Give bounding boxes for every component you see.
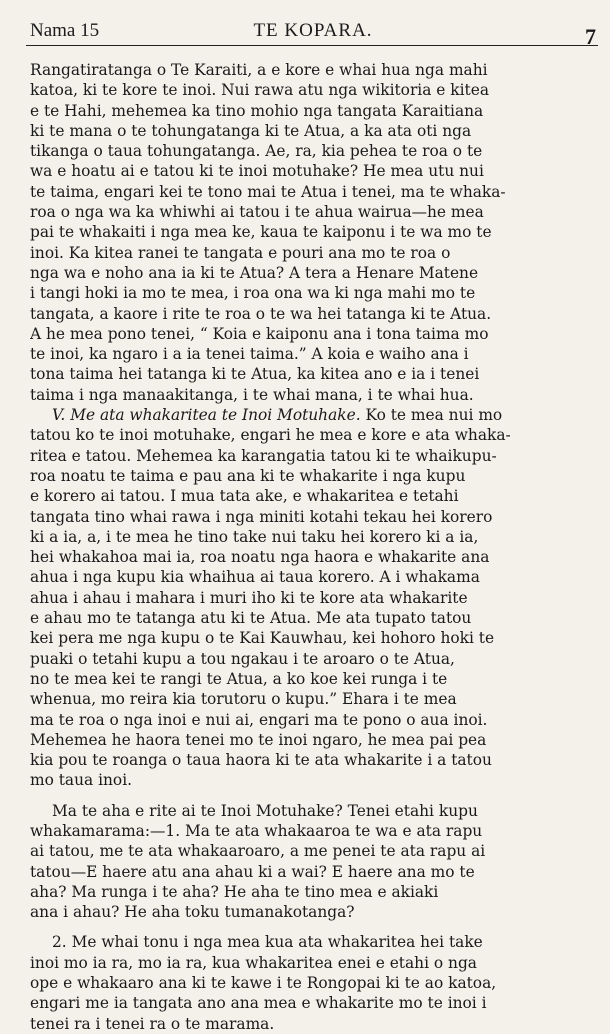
- text-line: whenua, mo reira kia torutoru o kupu.” Ehara i te mea: [30, 690, 457, 709]
- text-line: tatou ko te inoi motuhake, engari he mea e kore e ata whaka-: [30, 426, 511, 445]
- publication-title: TE KOPARA.: [253, 20, 373, 41]
- text-line: katoa, ki te kore te inoi. Nui rawa atu nga wikitoria e kitea: [30, 81, 490, 100]
- paragraph-4: [30, 932, 599, 1033]
- issue-number: Nama 15: [30, 20, 100, 41]
- text-line: Mehemea he haora tenei mo te inoi ngaro, he mea pai pea: [30, 730, 487, 749]
- text-line: mo taua inoi.: [30, 771, 133, 790]
- text-line: A he mea pono tenei, “ Koia e kaiponu ana i tona taima mo: [30, 324, 489, 343]
- text-line: te inoi, ka ngaro i a ia tenei taima.” A koia e waiho ana i: [30, 345, 469, 364]
- text-line: ahua i nga kupu kia whaihua ai taua korero. A i whakama: [30, 568, 480, 587]
- text-line: ope e whakaaro ana ki te kawe i te Rongopai ki te ao katoa,: [30, 974, 497, 993]
- text-line: nga wa e noho ana ia ki te Atua? A tera a Henare Matene: [30, 263, 479, 282]
- text-line: no te mea kei te rangi te Atua, a ko koe kei runga i te: [30, 669, 448, 688]
- text-line: taima i nga manaakitanga, i te whai mana, i te whai hua.: [30, 385, 474, 404]
- text-line: e ahau mo te tatanga atu ki te Atua. Me ata tupato tatou: [30, 609, 472, 628]
- text-line: hei whakahoa mai ia, roa noatu nga haora e whakarite ana: [30, 548, 490, 567]
- text-line: tikanga o taua tohungatanga. Ae, ra, kia pehea te roa o te: [30, 142, 483, 161]
- text-line: roa noatu te taima e pau ana ki te whakarite i nga kupu: [30, 466, 466, 485]
- text-line: whakamarama:—1. Ma te ata whakaaroa te wa e ata rapu: [30, 821, 483, 840]
- text-line: i tangi hoki ia mo te mea, i roa ona wa ki nga mahi mo te: [30, 284, 476, 303]
- text-line: ki te mana o te tohungatanga ki te Atua, a ka ata oti nga: [30, 121, 472, 140]
- text-line: ritea e tatou. Mehemea ka karangatia tatou ki te whaikupu-: [30, 446, 497, 465]
- text-line: e te Hahi, mehemea ka tino mohio nga tangata Karaitiana: [30, 101, 484, 120]
- text-line: inoi mo ia ra, mo ia ra, kua whakaritea enei e etahi o nga: [30, 953, 477, 972]
- text-line: kei pera me nga kupu o te Kai Kauwhau, kei hohoro hoki te: [30, 629, 495, 648]
- page-number: 7: [585, 24, 596, 49]
- text-line: kia pou te roanga o taua haora ki te ata whakarite i a tatou: [30, 751, 492, 770]
- text-line: wa e hoatu ai e tatou ki te inoi motuhake? He mea utu nui: [30, 162, 484, 181]
- text-line: ana i ahau? He aha toku tumanakotanga?: [30, 903, 355, 922]
- text-line: aha? Ma runga i te aha? He aha te tino mea e akiaki: [30, 882, 439, 901]
- text-line: tangata, a kaore i rite te roa o te wa hei tatanga ki te Atua.: [30, 304, 492, 323]
- text-line: tenei ra i tenei ra o te marama.: [30, 1014, 275, 1033]
- text-line: Ma te aha e rite ai te Inoi Motuhake? Tenei etahi kupu: [52, 801, 478, 820]
- text-line: tatou—E haere atu ana ahau ki a wai? E haere ana mo te: [30, 862, 475, 881]
- text-line: ahua i ahau i mahara i muri iho ki te kore ata whakarite: [30, 588, 468, 607]
- section-heading: V. Me ata whakaritea te Inoi Motuhake.: [52, 406, 361, 425]
- text-line: te taima, engari kei te tono mai te Atua i tenei, ma te whaka-: [30, 182, 506, 201]
- running-header: [30, 18, 596, 49]
- text-line: ma te roa o nga inoi e nui ai, engari ma te pono o aua inoi.: [30, 710, 488, 729]
- paragraph-1: [30, 60, 599, 405]
- text-line: roa o nga wa ka whiwhi ai tatou i te ahua wairua—he mea: [30, 203, 484, 222]
- paragraph-2: [30, 405, 599, 791]
- text-line: ai tatou, me te ata whakaaroaro, a me penei te ata rapu ai: [30, 842, 486, 861]
- text-line: Rangatiratanga o Te Karaiti, a e kore e whai hua nga mahi: [30, 61, 488, 79]
- text-line: engari me ia tangata ano ana mea e whakarite mo te inoi i: [30, 994, 487, 1013]
- text-line: tangata tino whai rawa i nga miniti kotahi tekau hei korero: [30, 507, 493, 526]
- text-line: 2. Me whai tonu i nga mea kua ata whakaritea hei take: [52, 933, 483, 952]
- header-rule: [26, 45, 598, 46]
- text-line: [30, 405, 599, 425]
- text-line: ki a ia, a, i te mea he tino take nui taku hei korero ki a ia,: [30, 527, 479, 546]
- text-line: pai te whakaiti i nga mea ke, kaua te kaiponu i te wa mo te: [30, 223, 492, 242]
- text-line: puaki o tetahi kupu a tou ngakau i te aroaro o te Atua,: [30, 649, 455, 668]
- text-line: tona taima hei tatanga ki te Atua, ka kitea ano e ia i tenei: [30, 365, 480, 384]
- text-fragment: Ko te mea nui mo: [360, 406, 503, 425]
- paragraph-3: [30, 801, 599, 923]
- article-body: [30, 60, 599, 1034]
- text-line: inoi. Ka kitea ranei te tangata e pouri ana mo te roa o: [30, 243, 451, 262]
- text-line: e korero ai tatou. I mua tata ake, e whakaritea e tetahi: [30, 487, 459, 506]
